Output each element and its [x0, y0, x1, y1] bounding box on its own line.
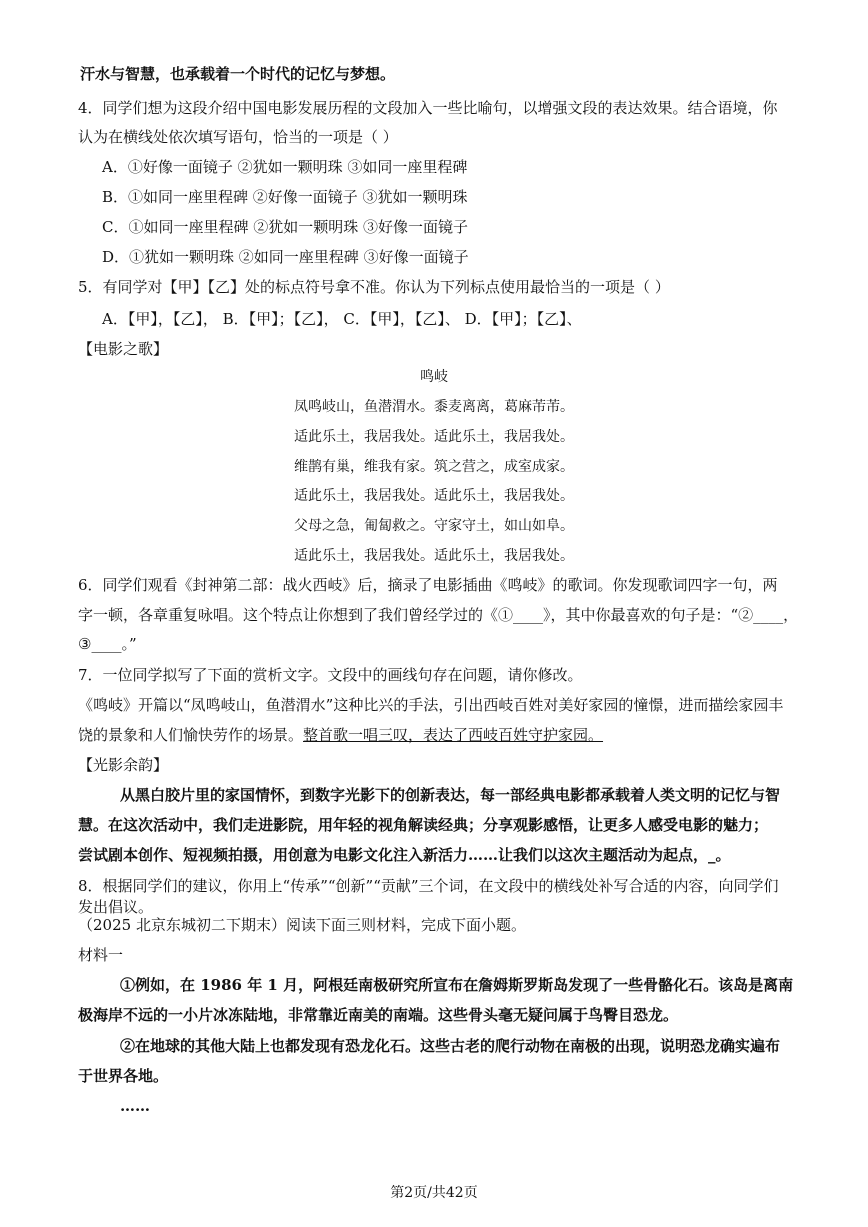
section-heading-film-song: 【电影之歌】 [78, 340, 169, 358]
question-6-stem-cont: 字一顿，各章重复咏唱。这个特点让你想到了我们曾经学过的《①____》，其中你最喜欢的句子是：“②____， [78, 606, 799, 624]
question-4-option-b: B．①如同一座里程碑 ②好像一面镜子 ③犹如一颗明珠 [102, 188, 468, 206]
question-5-stem: 5．有同学对【甲】【乙】处的标点符号拿不准。你认为下列标点使用最恰当的一项是（ ） [78, 278, 670, 296]
question-4-option-d: D．①犹如一颗明珠 ②如同一座里程碑 ③好像一面镜子 [102, 248, 469, 266]
paragraph-line: 慧。在这次活动中，我们走进影院，用年轻的视角解读经典；分享观影感悟，让更多人感受电影的魅力； [78, 816, 769, 834]
question-8-stem: 8．根据同学们的建议，你用上“传承”“创新”“贡献”三个词，在文段中的横线处补写合适的内容，向同学们 [78, 877, 779, 895]
poem-line: 父母之急，匍匐救之。守家守土，如山如阜。 [294, 518, 574, 534]
poem-title: 鸣岐 [420, 369, 448, 385]
poem-line: 适此乐土，我居我处。适此乐土，我居我处。 [294, 548, 574, 564]
appreciation-text: 《鸣岐》开篇以“凤鸣岐山，鱼潜渭水”这种比兴的手法，引出西岐百姓对美好家园的憧憬，进而描绘家园丰 [78, 696, 784, 714]
paragraph-line: 尝试剧本创作、短视频拍摄，用创意为电影文化注入新活力……让我们以这次主题活动为起点，_。 [78, 846, 731, 864]
poem-line: 维鹊有巢，维我有家。筑之营之，成室成家。 [294, 459, 574, 475]
question-4-stem: 4．同学们想为这段介绍中国电影发展历程的文段加入一些比喻句，以增强文段的表达效果。结合语境，你 [78, 99, 778, 117]
material-line: 于世界各地。 [78, 1067, 169, 1085]
question-5-options: A．【甲】，【乙】， B．【甲】；【乙】， C．【甲】，【乙】、 D．【甲】；【乙】、 [102, 310, 582, 328]
question-6-stem: 6．同学们观看《封神第二部：战火西岐》后，摘录了电影插曲《鸣岐》的歌词。你发现歌词四字一句，两 [78, 576, 778, 594]
poem-line: 适此乐土，我居我处。适此乐土，我居我处。 [294, 488, 574, 504]
material-1-label: 材料一 [78, 946, 124, 964]
question-4-option-a: A．①好像一面镜子 ②犹如一颗明珠 ③如同一座里程碑 [102, 158, 468, 176]
material-line: …… [120, 1097, 150, 1115]
question-6-stem-end: ③____。” [78, 635, 137, 653]
material-line: ①例如，在 1986 年 1 月，阿根廷南极研究所宣布在詹姆斯罗斯岛发现了一些骨骼化石。该岛是离南 [120, 976, 794, 994]
question-4-stem-cont: 认为在横线处依次填写语句，恰当的一项是（ ） [78, 128, 398, 146]
paragraph-line: 从黑白胶片里的家国情怀，到数字光影下的创新表达，每一部经典电影都承载着人类文明的记忆与智 [120, 786, 781, 804]
appreciation-text-plain: 饶的景象和人们愉快劳作的场景。 [78, 726, 304, 744]
page-footer: 第2页/共42页 [390, 1185, 478, 1201]
poem-line: 凤鸣岐山，鱼潜渭水。黍麦离离，葛麻芾芾。 [294, 399, 574, 415]
question-8-stem-cont: 发出倡议。 [78, 898, 154, 916]
appreciation-text-cont [78, 725, 603, 745]
underlined-sentence: 整首歌一唱三叹，表达了西岐百姓守护家园。 [303, 726, 604, 744]
source-note: （2025 北京东城初二下期末）阅读下面三则材料，完成下面小题。 [78, 916, 526, 934]
section-heading-light-shadow: 【光影余韵】 [78, 756, 169, 774]
material-line: ②在地球的其他大陆上也都发现有恐龙化石。这些古老的爬行动物在南极的出现，说明恐龙确实遍布 [120, 1037, 781, 1055]
question-4-option-c: C．①如同一座里程碑 ②犹如一颗明珠 ③好像一面镜子 [102, 218, 469, 236]
question-7-stem: 7．一位同学拟写了下面的赏析文字。文段中的画线句存在问题，请你修改。 [78, 666, 583, 684]
line-0: 汗水与智慧，也承载着一个时代的记忆与梦想。 [80, 65, 396, 83]
material-line: 极海岸不远的一小片冰冻陆地，非常靠近南美的南端。这些骨头毫无疑问属于鸟臀目恐龙。 [78, 1006, 679, 1024]
poem-line: 适此乐土，我居我处。适此乐土，我居我处。 [294, 429, 574, 445]
